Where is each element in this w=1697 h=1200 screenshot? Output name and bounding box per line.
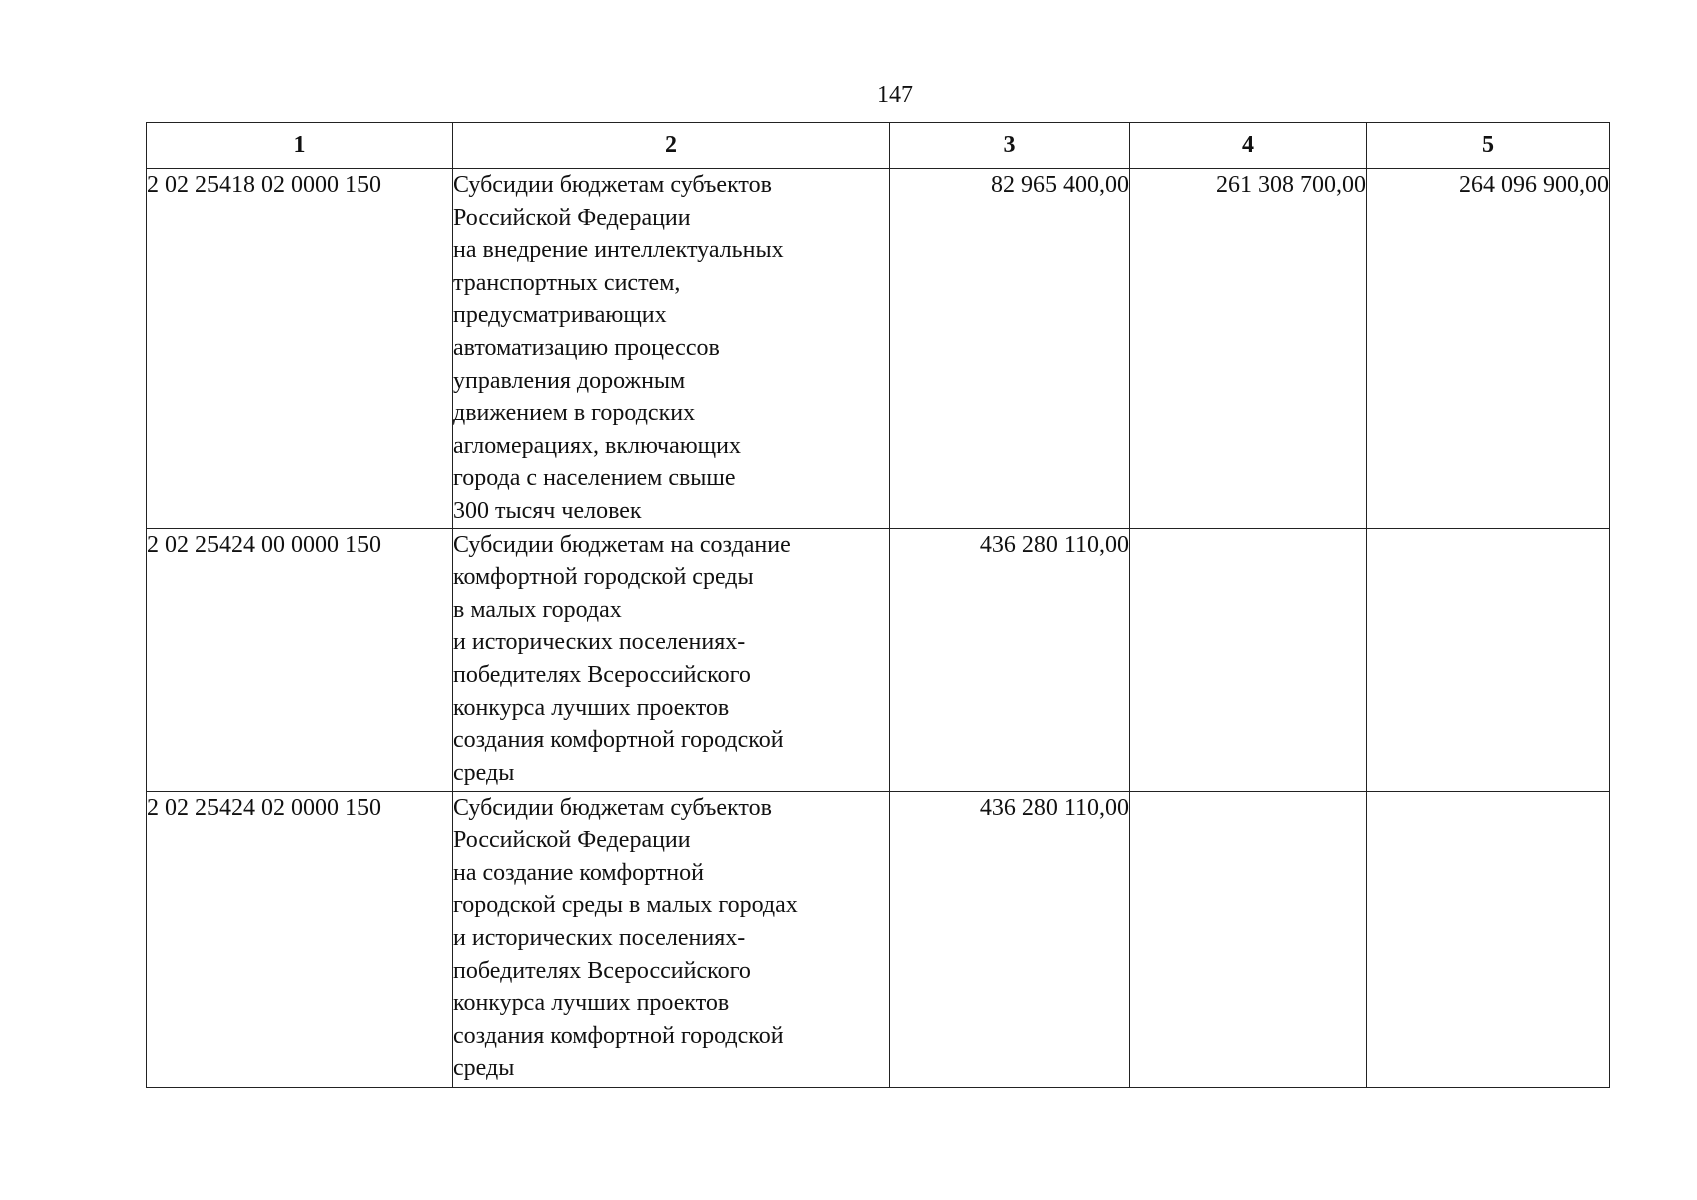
description-line: в малых городах	[453, 596, 622, 623]
budget-code-cell: 2 02 25418 02 0000 150	[147, 169, 453, 529]
column-header-5: 5	[1367, 123, 1610, 169]
amount-col4-cell	[1130, 528, 1367, 791]
budget-code-cell: 2 02 25424 02 0000 150	[147, 791, 453, 1087]
table-row	[147, 528, 1610, 791]
description-line: и исторических поселениях-	[453, 924, 746, 951]
amount-col3-cell: 436 280 110,00	[890, 528, 1130, 791]
description-line: среды	[453, 1055, 515, 1082]
description-line: города с населением свыше	[453, 465, 736, 492]
description-line: конкурса лучших проектов	[453, 694, 730, 721]
description-line: транспортных систем,	[453, 269, 681, 296]
description-line: городской среды в малых городах	[453, 892, 798, 919]
amount-col4-cell: 261 308 700,00	[1130, 169, 1367, 529]
budget-code-cell: 2 02 25424 00 0000 150	[147, 528, 453, 791]
table-row	[147, 169, 1610, 529]
column-header-3: 3	[890, 123, 1130, 169]
description-line: комфортной городской среды	[453, 564, 754, 591]
description-line: победителях Всероссийского	[453, 957, 751, 984]
column-header-1: 1	[147, 123, 453, 169]
description-line: агломерациях, включающих	[453, 432, 741, 459]
amount-col5-cell: 264 096 900,00	[1367, 169, 1610, 529]
amount-col3-cell: 436 280 110,00	[890, 791, 1130, 1087]
budget-table	[146, 122, 1610, 1088]
table-header-row	[147, 123, 1610, 169]
description-line: на внедрение интеллектуальных	[453, 237, 784, 264]
description-line: Субсидии бюджетам субъектов	[453, 794, 772, 821]
description-line: создания комфортной городской	[453, 727, 784, 754]
description-line: конкурса лучших проектов	[453, 990, 730, 1017]
description-line: Российской Федерации	[453, 827, 691, 854]
description-line: победителях Всероссийского	[453, 661, 751, 688]
amount-col5-cell	[1367, 528, 1610, 791]
description-line: на создание комфортной	[453, 859, 704, 886]
table-row	[147, 791, 1610, 1087]
description-line: Субсидии бюджетам субъектов	[453, 172, 772, 198]
description-line: Субсидии бюджетам на создание	[453, 531, 791, 558]
description-line: создания комфортной городской	[453, 1022, 784, 1049]
amount-col4-cell	[1130, 791, 1367, 1087]
description-cell	[453, 528, 890, 791]
amount-col5-cell	[1367, 791, 1610, 1087]
column-header-2: 2	[453, 123, 890, 169]
description-line: движением в городских	[453, 400, 696, 427]
description-line: автоматизацию процессов	[453, 334, 720, 361]
description-line: управления дорожным	[453, 367, 686, 394]
column-header-4: 4	[1130, 123, 1367, 169]
description-line: 300 тысяч человек	[453, 497, 642, 524]
page-number: 147	[877, 82, 913, 108]
description-cell	[453, 791, 890, 1087]
description-line: Российской Федерации	[453, 204, 691, 231]
description-line: предусматривающих	[453, 302, 667, 329]
description-line: среды	[453, 759, 515, 786]
description-line: и исторических поселениях-	[453, 629, 746, 656]
description-cell	[453, 169, 890, 529]
amount-col3-cell: 82 965 400,00	[890, 169, 1130, 529]
